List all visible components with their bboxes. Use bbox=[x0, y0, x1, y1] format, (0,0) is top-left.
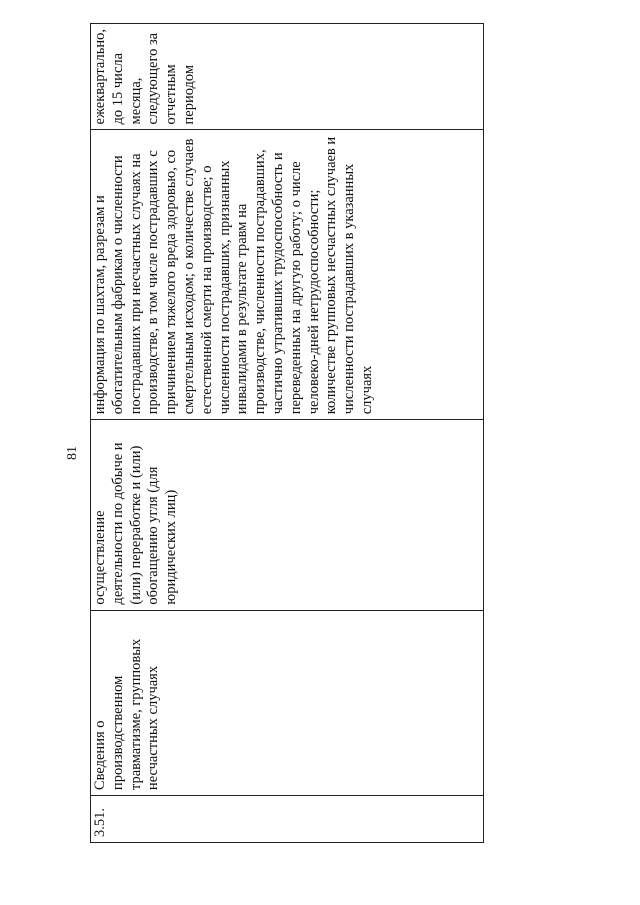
row-name: Сведения о производственном травматизме, групповых несчастных случаях bbox=[92, 638, 162, 790]
row-period-cell bbox=[91, 23, 484, 129]
rotated-page bbox=[60, 23, 580, 883]
row-content-cell bbox=[91, 129, 484, 419]
table-row bbox=[91, 23, 484, 842]
document-table bbox=[90, 23, 484, 843]
row-number: 3.51. bbox=[92, 807, 108, 837]
row-subject-cell bbox=[91, 419, 484, 609]
row-subject: осуществление деятельности по добыче и (или) переработке и (или) обогащению угля (для юридических лиц) bbox=[92, 441, 180, 605]
row-number-cell bbox=[91, 795, 484, 842]
page-number: 81 bbox=[65, 445, 80, 460]
row-content: информация по шахтам, разрезам и обогатительным фабрикам о численности пострадавших при несчастных случаях на производстве, в том числе пострадавших с причинением тяжелого вреда здоровью, со смертельным исходом; о количестве случаев естественной смерти на производстве; о численности пострадавших, признанных инвалидами в результате травм на производстве, численности пострадавших, частично утративших трудоспособность и переведенных на другую работу; о числе человеко-дней нетрудоспособности; количестве групповых несчастных случаев и численности пострадавших в указанных случаях bbox=[92, 136, 375, 414]
row-name-cell bbox=[91, 610, 484, 796]
row-period: ежеквартально, до 15 числа месяца, следующего за отчетным периодом bbox=[92, 28, 197, 124]
